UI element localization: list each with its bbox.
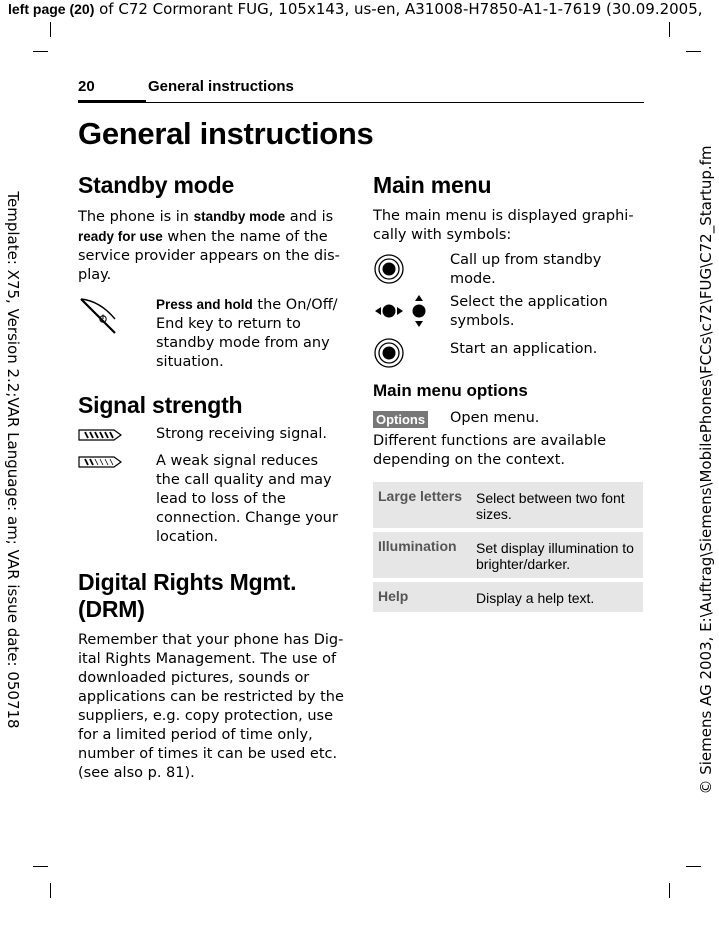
press-hold-keyword: Press and hold (156, 297, 253, 312)
header-rule (146, 102, 644, 103)
crop-mark (669, 22, 670, 37)
page-number: 20 (78, 78, 95, 95)
running-header-title: General instructions (148, 78, 294, 95)
menu-row-select (373, 293, 645, 333)
standby-text (78, 207, 346, 285)
menu-row-text: Start an application. (450, 341, 598, 357)
option-name: Help (373, 580, 471, 614)
option-name: Illumination (373, 530, 471, 580)
end-key-description: the On/Off/ End key to return to standby mode from any situation. (156, 297, 338, 370)
page-title: General instructions (78, 116, 374, 151)
crop-mark (50, 22, 51, 37)
options-table (373, 482, 643, 616)
left-column (78, 172, 346, 783)
drm-heading: Digital Rights Mgmt. (DRM) (78, 569, 297, 622)
signal-heading: Signal strength (78, 392, 243, 418)
signal-weak-row (78, 452, 346, 547)
table-row (373, 530, 643, 580)
options-softkey-row (373, 409, 645, 428)
print-header (8, 0, 703, 18)
header-rule-thick (78, 100, 146, 103)
option-description: Set display illumination to brighter/darker. (471, 530, 643, 580)
crop-mark (669, 883, 670, 898)
option-name: Large letters (373, 482, 471, 530)
standby-text-3: when the name of the service provider appears on the dis-play. (78, 229, 340, 283)
end-key-row (78, 295, 346, 372)
center-key-icon (373, 337, 450, 373)
standby-heading: Standby mode (78, 172, 235, 198)
end-key-text (156, 295, 346, 372)
center-key-icon (373, 251, 450, 289)
menu-row-call-up (373, 251, 645, 289)
crop-mark (50, 883, 51, 898)
right-column (373, 172, 645, 616)
print-header-info: of C72 Cormorant FUG, 105x143, us-en, A31008-H7850-A1-1-7619 (30.09.2005, (94, 0, 703, 18)
template-info-text: Template: X75, Version 2.2;VAR Language: am; VAR issue date: 050718 (4, 191, 22, 729)
print-header-page: left page (20) (8, 1, 95, 17)
options-softkey[interactable]: Options (373, 411, 428, 428)
main-menu-intro: The main menu is displayed graphi-cally with symbols: (373, 208, 634, 243)
option-description: Display a help text. (471, 580, 643, 614)
end-key-icon (78, 295, 156, 341)
ready-keyword: ready for use (78, 229, 163, 244)
crop-mark (33, 866, 48, 867)
main-menu-heading: Main menu (373, 172, 492, 198)
signal-strong-text: Strong receiving signal. (156, 426, 328, 442)
option-description: Select between two font sizes. (471, 482, 643, 530)
signal-strong-icon (78, 425, 156, 446)
navigation-key-icon (373, 293, 450, 333)
crop-mark (686, 51, 701, 52)
table-row (373, 482, 643, 530)
signal-weak-text: A weak signal reduces the call quality and may lead to loss of the connection. Change your location. (156, 453, 338, 545)
copyright-text: © Siemens AG 2003, E:\Auftrag\Siemens\MobilePhones\FCCs\c72\FUG\C72_Startup.fm (697, 145, 715, 795)
menu-row-text: Call up from standby mode. (450, 252, 602, 287)
table-row (373, 580, 643, 614)
menu-options-heading: Main menu options (373, 381, 528, 400)
signal-strong-row (78, 425, 346, 446)
context-note: Different functions are available depending on the context. (373, 433, 607, 468)
menu-row-text: Select the application symbols. (450, 294, 608, 329)
standby-keyword: standby mode (193, 209, 286, 224)
drm-text: Remember that your phone has Dig-ital Rights Management. The use of downloaded pictures, sounds or applications can be restricted by the suppliers, e.g. copy protection, use for a limited period of time only, number of times it can be used etc. (see also p. 81). (78, 632, 344, 781)
crop-mark (33, 51, 48, 52)
signal-weak-icon (78, 452, 156, 473)
standby-text-2: and is (285, 209, 334, 225)
standby-text-1: The phone is in (78, 209, 194, 225)
options-softkey-text: Open menu. (450, 410, 540, 426)
crop-mark (686, 866, 701, 867)
menu-row-start (373, 337, 645, 373)
